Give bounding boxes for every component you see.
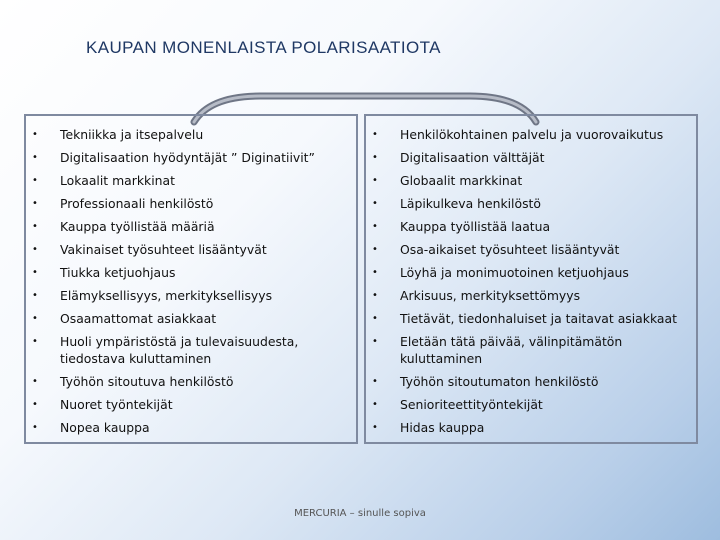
list-item: • Tekniikka ja itsepalvelu xyxy=(26,123,356,146)
bullet-icon: • xyxy=(372,313,378,324)
bullet-icon: • xyxy=(372,198,378,209)
bullet-icon: • xyxy=(372,129,378,140)
list-item: • Nuoret työntekijät xyxy=(26,393,356,416)
list-item: • Arkisuus, merkityksettömyys xyxy=(366,284,696,307)
bullet-icon: • xyxy=(372,175,378,186)
list-item: • Kauppa työllistää laatua xyxy=(366,215,696,238)
footer-text: MERCURIA – sinulle sopiva xyxy=(294,508,426,519)
bullet-icon: • xyxy=(372,152,378,163)
right-panel xyxy=(364,114,698,444)
slide-title: KAUPAN MONENLAISTA POLARISAATIOTA xyxy=(86,38,441,57)
bullet-icon: • xyxy=(32,152,38,163)
list-item: • Digitalisaation välttäjät xyxy=(366,146,696,169)
list-item: • Professionaali henkilöstö xyxy=(26,192,356,215)
left-list xyxy=(26,116,356,439)
bullet-icon: • xyxy=(372,336,378,347)
bullet-icon: • xyxy=(372,422,378,433)
left-panel xyxy=(24,114,358,444)
bullet-icon: • xyxy=(372,376,378,387)
list-item: • Senioriteettityöntekijät xyxy=(366,393,696,416)
bullet-icon: • xyxy=(372,290,378,301)
list-item: • Globaalit markkinat xyxy=(366,169,696,192)
bullet-icon: • xyxy=(372,244,378,255)
list-item: • Tiukka ketjuohjaus xyxy=(26,261,356,284)
bullet-icon: • xyxy=(32,376,38,387)
bullet-icon: • xyxy=(32,221,38,232)
bullet-icon: • xyxy=(32,267,38,278)
list-item: • Nopea kauppa xyxy=(26,416,356,439)
list-item: • Huoli ympäristöstä ja tulevaisuudesta, tiedostava kuluttaminen xyxy=(32,334,299,366)
bullet-icon: • xyxy=(32,336,38,347)
list-item: • Vakinaiset työsuhteet lisääntyvät xyxy=(26,238,356,261)
bullet-icon: • xyxy=(32,313,38,324)
bullet-icon: • xyxy=(372,221,378,232)
bullet-icon: • xyxy=(32,198,38,209)
list-item: • Osa-aikaiset työsuhteet lisääntyvät xyxy=(366,238,696,261)
right-list xyxy=(366,116,696,439)
bullet-icon: • xyxy=(372,267,378,278)
bullet-icon: • xyxy=(32,399,38,410)
bullet-icon: • xyxy=(32,175,38,186)
bullet-icon: • xyxy=(32,129,38,140)
list-item: • Henkilökohtainen palvelu ja vuorovaikutus xyxy=(366,123,696,146)
list-item: • Läpikulkeva henkilöstö xyxy=(366,192,696,215)
list-item: • Kauppa työllistää määriä xyxy=(26,215,356,238)
list-item: • Hidas kauppa xyxy=(366,416,696,439)
list-item: • Elämyksellisyys, merkityksellisyys xyxy=(26,284,356,307)
bullet-icon: • xyxy=(32,422,38,433)
list-item: • Tietävät, tiedonhaluiset ja taitavat asiakkaat xyxy=(366,307,696,330)
list-item: • Työhön sitoutuva henkilöstö xyxy=(26,370,356,393)
list-item: • Lokaalit markkinat xyxy=(26,169,356,192)
list-item: • Työhön sitoutumaton henkilöstö xyxy=(366,370,696,393)
bullet-icon: • xyxy=(32,290,38,301)
list-item: • Digitalisaation hyödyntäjät ” Diginatiivit” xyxy=(26,146,356,169)
bullet-icon: • xyxy=(372,399,378,410)
list-item: • Löyhä ja monimuotoinen ketjuohjaus xyxy=(366,261,696,284)
list-item: • Osaamattomat asiakkaat xyxy=(26,307,356,330)
bullet-icon: • xyxy=(32,244,38,255)
list-item: • Eletään tätä päivää, välinpitämätön kuluttaminen xyxy=(372,334,623,366)
